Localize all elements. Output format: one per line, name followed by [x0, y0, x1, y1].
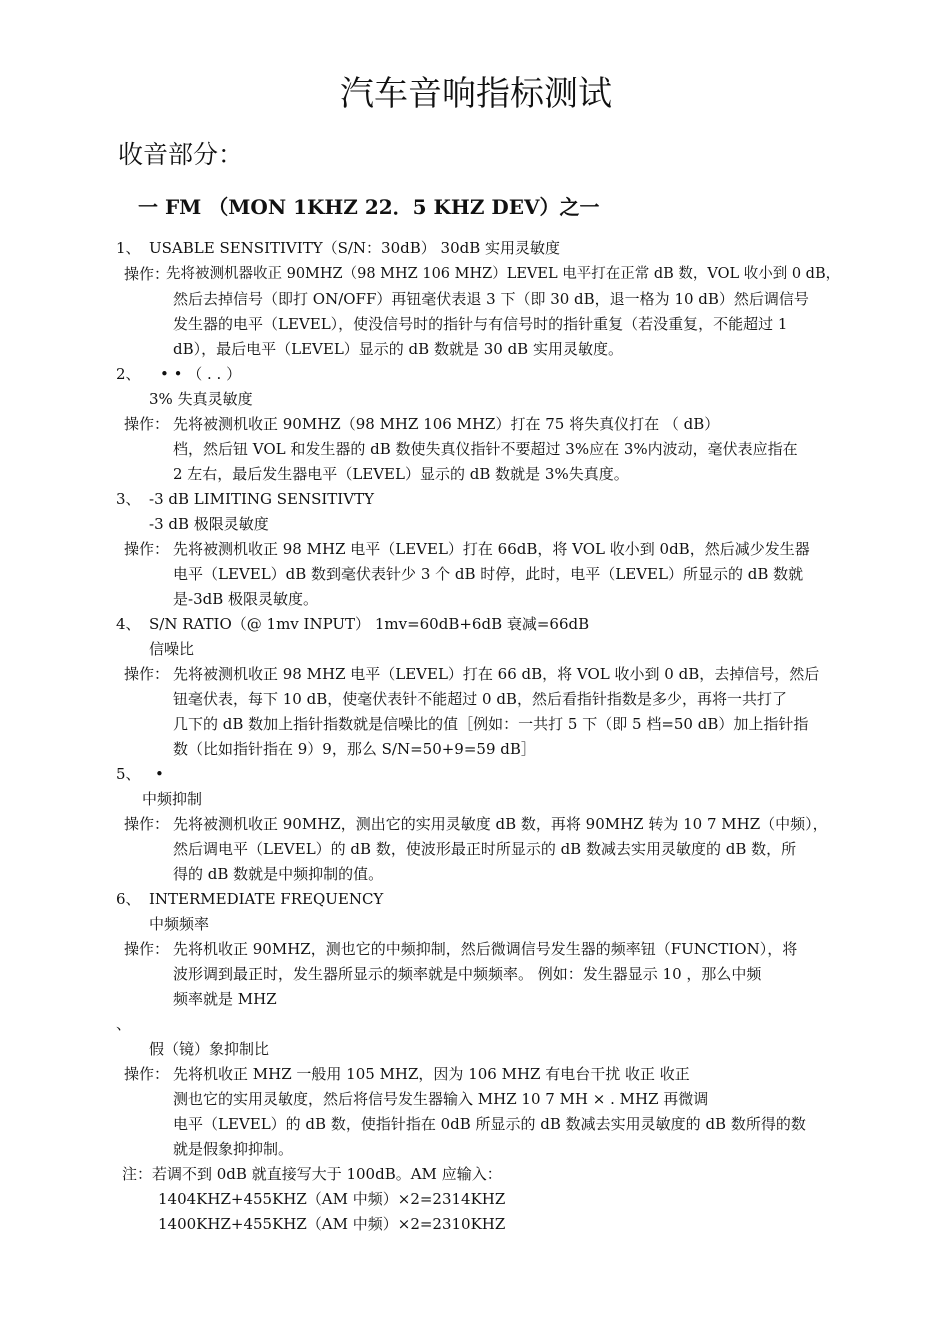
- operation-line: 数（比如指针指在 9）9，那么 S/N=50+9=59 dB］: [173, 740, 536, 758]
- operation-label: 操作：: [124, 815, 170, 833]
- operation-line: 发生器的电平（LEVEL），使没信号时的指针与有信号时的指针重复（若没重复，不能超过 1: [173, 315, 788, 333]
- formula-line: 1400KHZ+455KHZ（AM 中频）×2=2310KHZ: [158, 1215, 506, 1233]
- operation-line: 档，然后钮 VOL 和发生器的 dB 数使失真仪指针不要超过 3%应在 3%内波动，毫伏表应指在: [173, 440, 798, 458]
- item-number: 6、: [116, 890, 141, 908]
- item-title: INTERMEDIATE FREQUENCY: [149, 890, 384, 908]
- note: 注：若调不到 0dB 就直接写大于 100dB。AM 应输入：: [122, 1165, 502, 1183]
- operation-line: 先将被测机收正 90MHZ（98 MHZ 106 MHZ）打在 75 将失真仪打在 （ dB）: [173, 415, 720, 433]
- operation-line: 是-3dB 极限灵敏度。: [173, 590, 319, 608]
- operation-line: 频率就是 MHZ: [173, 990, 277, 1008]
- operation-line: dB），最后电平（LEVEL）显示的 dB 数就是 30 dB 实用灵敏度。: [173, 340, 623, 358]
- operation-line: 几下的 dB 数加上指针指数就是信噪比的值［例如：一共打 5 下（即 5 档=50 dB）加上指针指: [173, 715, 809, 733]
- item-title: S/N RATIO（@ 1mv INPUT） 1mv=60dB+6dB 衰减=66dB: [149, 615, 590, 633]
- operation-line: 先将被测机收正 98 MHZ 电平（LEVEL）打在 66dB，将 VOL 收小到 0dB，然后减少发生器: [173, 540, 810, 558]
- item-subtitle: 中频抑制: [142, 790, 203, 808]
- operation-label: 操作：: [124, 665, 170, 683]
- item-subtitle: 3% 失真灵敏度: [149, 390, 253, 408]
- item-number: 2、: [116, 365, 141, 383]
- section-heading: 收音部分：: [118, 140, 244, 169]
- operation-label: 操作：: [124, 540, 170, 558]
- item-subtitle: 信噪比: [149, 640, 195, 658]
- operation-line: 然后去掉信号（即打 ON/OFF）再钮毫伏表退 3 下（即 30 dB，退一格为 10 dB）然后调信号: [173, 290, 809, 308]
- item-number: 、: [116, 1015, 132, 1033]
- operation-line: 测也它的实用灵敏度，然后将信号发生器输入 MHZ 10 7 MH × . MHZ 再微调: [173, 1090, 709, 1108]
- item-subtitle: -3 dB 极限灵敏度: [149, 515, 269, 533]
- operation-label: 操作：: [124, 265, 170, 283]
- operation-line: 就是假象抑抑制。: [173, 1140, 294, 1158]
- operation-line: 2 左右，最后发生器电平（LEVEL）显示的 dB 数就是 3%失真度。: [173, 465, 629, 483]
- item-title: • • （ . . ）: [160, 365, 242, 383]
- page-title: 汽车音响指标测试: [340, 74, 612, 114]
- operation-line: 波形调到最正时，发生器所显示的频率就是中频频率。 例如：发生器显示 10 ，那么中频: [173, 965, 762, 983]
- item-subtitle: 中频频率: [149, 915, 210, 933]
- operation-line: 先将被测机器收正 90MHZ（98 MHZ 106 MHZ）LEVEL 电平打在正常 dB 数，VOL 收小到 0 dB，: [166, 266, 841, 282]
- operation-line: 得的 dB 数就是中频抑制的值。: [173, 865, 384, 883]
- formula-line: 1404KHZ+455KHZ（AM 中频）×2=2314KHZ: [158, 1190, 506, 1208]
- item-number: 4、: [116, 615, 141, 633]
- operation-line: 先将机收正 MHZ 一般用 105 MHZ，因为 106 MHZ 有电台干扰 收正 收正: [173, 1065, 690, 1083]
- operation-line: 电平（LEVEL）dB 数到毫伏表针少 3 个 dB 时停，此时，电平（LEVEL）所显示的 dB 数就: [173, 565, 804, 583]
- fm-heading: 一 FM （MON 1KHZ 22．5 KHZ DEV）之一: [138, 195, 600, 219]
- operation-label: 操作：: [124, 1065, 170, 1083]
- operation-line: 电平（LEVEL）的 dB 数，使指针指在 0dB 所显示的 dB 数减去实用灵敏度的 dB 数所得的数: [173, 1115, 806, 1133]
- item-title: -3 dB LIMITING SENSITIVTY: [149, 490, 374, 508]
- operation-label: 操作：: [124, 415, 170, 433]
- operation-line: 先将被测机收正 98 MHZ 电平（LEVEL）打在 66 dB，将 VOL 收小到 0 dB，去掉信号，然后: [173, 665, 820, 683]
- item-title: USABLE SENSITIVITY（S/N：30dB） 30dB 实用灵敏度: [149, 239, 561, 257]
- item-number: 1、: [116, 239, 141, 257]
- item-number: 3、: [116, 490, 141, 508]
- operation-line: 然后调电平（LEVEL）的 dB 数，使波形最正时所显示的 dB 数减去实用灵敏度的 dB 数，所: [173, 840, 797, 858]
- operation-label: 操作：: [124, 940, 170, 958]
- operation-line: 先将被测机收正 90MHZ，测出它的实用灵敏度 dB 数，再将 90MHZ 转为 10 7 MHZ（中频），: [173, 815, 828, 833]
- operation-line: 钮毫伏表，每下 10 dB，使毫伏表针不能超过 0 dB，然后看指针指数是多少，再将一共打了: [173, 690, 787, 708]
- item-subtitle: 假（镜）象抑制比: [149, 1040, 270, 1058]
- item-title: •: [155, 765, 164, 783]
- item-number: 5、: [116, 765, 141, 783]
- operation-line: 先将机收正 90MHZ，测也它的中频抑制，然后微调信号发生器的频率钮（FUNCTION），将: [173, 940, 798, 958]
